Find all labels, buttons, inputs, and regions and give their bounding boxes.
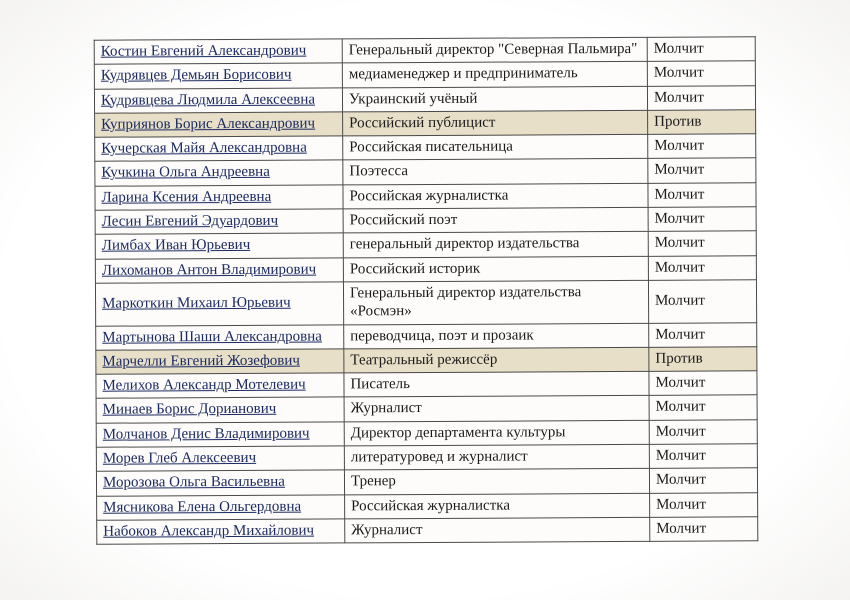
table-row [95, 255, 756, 283]
table-row [96, 371, 757, 399]
person-role: Театральный режиссёр [344, 347, 649, 373]
person-status: Молчит [649, 420, 757, 445]
person-name-cell [95, 160, 343, 186]
person-name-link[interactable]: Молчанов Денис Владимирович [102, 425, 310, 443]
person-role: Тренер [344, 469, 649, 495]
table-row [96, 347, 757, 375]
person-status: Молчит [649, 395, 757, 420]
person-name-cell [96, 324, 344, 350]
person-name-link[interactable]: Набоков Александр Михайлович [103, 522, 315, 540]
person-role: Поэтесса [343, 159, 648, 185]
person-name-cell [94, 39, 342, 65]
person-status: Молчит [648, 207, 756, 232]
person-status: Молчит [648, 280, 756, 323]
person-role: Писатель [344, 371, 649, 397]
person-name-cell [96, 422, 344, 448]
person-name-cell [94, 88, 342, 114]
table-row [97, 517, 758, 545]
table-row [95, 110, 756, 138]
person-status: Молчит [647, 85, 755, 110]
person-name-link[interactable]: Мелихов Александр Мотелевич [102, 376, 306, 394]
person-name-cell [97, 519, 345, 545]
person-name-cell [95, 112, 343, 138]
person-name-cell [97, 495, 345, 521]
table-row [95, 231, 756, 259]
person-status: Молчит [650, 517, 758, 542]
person-name-cell [96, 446, 344, 472]
person-name-link[interactable]: Куприянов Борис Александрович [101, 115, 316, 133]
person-role: Генеральный директор издательства «Росмэн» [343, 280, 648, 324]
person-name-link[interactable]: Костин Евгений Александрович [100, 42, 307, 60]
person-role: литературовед и журналист [344, 444, 649, 470]
people-table-body [94, 37, 758, 545]
person-role: Российская журналистка [343, 183, 648, 209]
person-name-link[interactable]: Кучкина Ольга Андреевна [101, 164, 270, 182]
person-name-cell [94, 63, 342, 89]
person-name-link[interactable]: Морев Глеб Алексеевич [102, 449, 257, 467]
person-role: Российская писательница [343, 135, 648, 161]
person-name-link[interactable]: Маркоткин Михаил Юрьевич [102, 294, 291, 312]
person-role: Директор департамента культуры [344, 420, 649, 446]
person-status: Против [649, 347, 757, 372]
person-name-link[interactable]: Морозова Ольга Васильевна [102, 474, 285, 492]
person-name-link[interactable]: Лесин Евгений Эдуардович [101, 212, 279, 230]
person-status: Против [648, 110, 756, 135]
person-name-cell [95, 185, 343, 211]
person-role: Украинский учёный [342, 86, 647, 112]
person-status: Молчит [648, 158, 756, 183]
person-role: Журналист [344, 396, 649, 422]
person-name-link[interactable]: Кудрявцев Демьян Борисович [100, 66, 292, 84]
person-status: Молчит [647, 61, 755, 86]
table-row [94, 37, 755, 65]
table-row [95, 207, 756, 235]
person-role: Российский историк [343, 256, 648, 282]
person-name-link[interactable]: Ларина Ксения Андреевна [101, 188, 272, 206]
person-role: медиаменеджер и предприниматель [342, 62, 647, 88]
person-status: Молчит [649, 371, 757, 396]
person-name-cell [96, 470, 344, 496]
table-row [94, 61, 755, 89]
table-row [95, 134, 756, 162]
person-status: Молчит [647, 37, 755, 62]
person-status: Молчит [649, 322, 757, 347]
table-row [96, 395, 757, 423]
person-name-link[interactable]: Минаев Борис Дорианович [102, 401, 277, 419]
person-status: Молчит [649, 444, 757, 469]
table-row [96, 468, 757, 496]
person-role: переводчица, поэт и прозаик [344, 323, 649, 349]
person-role: Российский публицист [343, 110, 648, 136]
table-row [95, 280, 756, 326]
person-name-link[interactable]: Лихоманов Антон Владимирович [101, 261, 317, 279]
person-name-cell [95, 136, 343, 162]
person-status: Молчит [650, 492, 758, 517]
person-role: Российский поэт [343, 207, 648, 233]
person-role: Генеральный директор "Северная Пальмира" [342, 37, 647, 63]
person-name-cell [96, 349, 344, 375]
table-row [97, 492, 758, 520]
person-status: Молчит [648, 134, 756, 159]
person-name-cell [95, 233, 343, 259]
people-table [94, 36, 759, 545]
table-row [94, 85, 755, 113]
person-name-cell [95, 258, 343, 284]
person-status: Молчит [648, 231, 756, 256]
person-role: Журналист [345, 517, 650, 543]
people-table-container [94, 36, 759, 545]
person-name-link[interactable]: Лимбах Иван Юрьевич [101, 237, 251, 255]
person-name-link[interactable]: Кучерская Майя Александровна [101, 139, 307, 157]
person-role: генеральный директор издательства [343, 232, 648, 258]
person-status: Молчит [649, 468, 757, 493]
table-row [96, 444, 757, 472]
person-status: Молчит [648, 255, 756, 280]
table-row [96, 322, 757, 350]
person-name-cell [96, 397, 344, 423]
person-name-cell [95, 282, 343, 326]
person-role: Российская журналистка [345, 493, 650, 519]
person-name-link[interactable]: Марчелли Евгений Жозефович [102, 352, 300, 370]
table-row [95, 183, 756, 211]
person-status: Молчит [648, 183, 756, 208]
person-name-cell [95, 209, 343, 235]
person-name-link[interactable]: Мартынова Шаши Александровна [102, 328, 322, 346]
person-name-link[interactable]: Мясникова Елена Ольгердовна [103, 498, 302, 516]
table-row [96, 420, 757, 448]
person-name-link[interactable]: Кудрявцева Людмила Алексеевна [100, 91, 316, 109]
table-row [95, 158, 756, 186]
person-name-cell [96, 373, 344, 399]
